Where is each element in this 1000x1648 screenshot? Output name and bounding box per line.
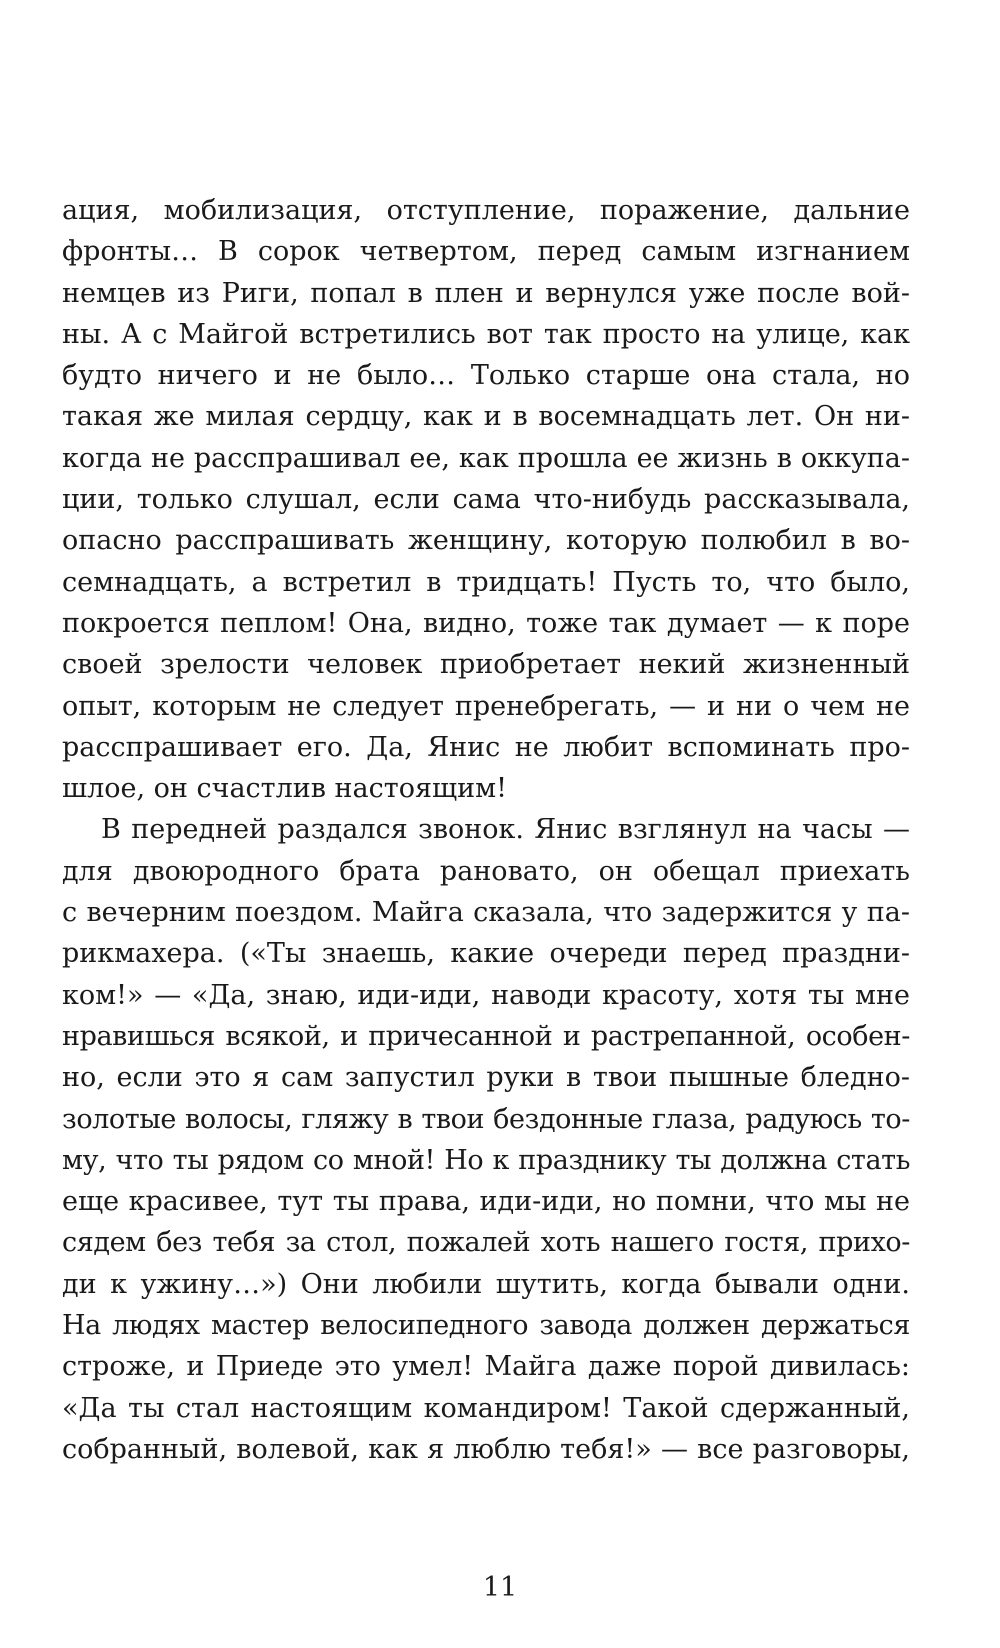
- text-line: еще красивее, тут ты права, иди-иди, но помни, что мы не: [62, 1186, 910, 1218]
- text-line: но, если это я сам запустил руки в твои пышные бледно-: [62, 1062, 910, 1094]
- text-line: немцев из Риги, попал в плен и вернулся уже после вой-: [62, 277, 910, 309]
- text-line: покроется пеплом! Она, видно, тоже так думает — к поре: [62, 607, 910, 639]
- text-line: ди к ужину…») Они любили шутить, когда бывали одни.: [62, 1268, 910, 1300]
- text-line: ком!» — «Да, знаю, иди-иди, наводи красоту, хотя ты мне: [62, 979, 910, 1011]
- paragraph-start-line: В передней раздался звонок. Янис взглянул на часы —: [101, 814, 910, 846]
- text-line: такая же милая сердцу, как и в восемнадцать лет. Он ни-: [62, 401, 910, 433]
- text-line: будто ничего и не было… Только старше она стала, но: [62, 360, 910, 392]
- text-line: когда не расспрашивал ее, как прошла ее жизнь в оккупа-: [62, 442, 910, 474]
- text-line: золотые волосы, гляжу в твои бездонные глаза, радуюсь то-: [62, 1103, 910, 1135]
- text-line: му, что ты рядом со мной! Но к празднику ты должна стать: [62, 1144, 910, 1176]
- text-line: ции, только слушал, если сама что-нибудь рассказывала,: [62, 484, 910, 516]
- page-number: 11: [482, 1572, 518, 1603]
- text-line: своей зрелости человек приобретает некий жизненный: [62, 649, 910, 681]
- text-line: На людях мастер велосипедного завода должен держаться: [62, 1310, 910, 1342]
- body-text: [62, 190, 910, 1470]
- text-line: «Да ты стал настоящим командиром! Такой сдержанный,: [62, 1392, 910, 1424]
- paragraph-end-line: шлое, он счастлив настоящим!: [62, 773, 507, 805]
- text-line: ны. А с Майгой встретились вот так просто на улице, как: [62, 318, 910, 350]
- text-line: рикмахера. («Ты знаешь, какие очереди перед праздни-: [62, 938, 910, 970]
- text-line: с вечерним поездом. Майга сказала, что задержится у па-: [62, 897, 910, 929]
- text-line: опыт, которым не следует пренебрегать, — и ни о чем не: [62, 690, 910, 722]
- text-line: опасно расспрашивать женщину, которую полюбил в во-: [62, 525, 910, 557]
- text-line: строже, и Приеде это умел! Майга даже порой дивилась:: [62, 1351, 910, 1383]
- text-line: расспрашивает его. Да, Янис не любит вспоминать про-: [62, 731, 910, 763]
- text-line: нравишься всякой, и причесанной и растрепанной, особен-: [62, 1020, 910, 1052]
- text-line: для двоюродного брата рановато, он обещал приехать: [62, 855, 910, 887]
- text-line: фронты… В сорок четвертом, перед самым изгнанием: [62, 236, 910, 268]
- text-line: ация, мобилизация, отступление, поражение, дальние: [62, 195, 910, 226]
- text-line: семнадцать, а встретил в тридцать! Пусть то, что было,: [62, 566, 910, 598]
- text-line: сядем без тебя за стол, пожалей хоть нашего гостя, прихо-: [62, 1227, 910, 1259]
- text-line: собранный, волевой, как я люблю тебя!» — все разговоры,: [62, 1433, 910, 1465]
